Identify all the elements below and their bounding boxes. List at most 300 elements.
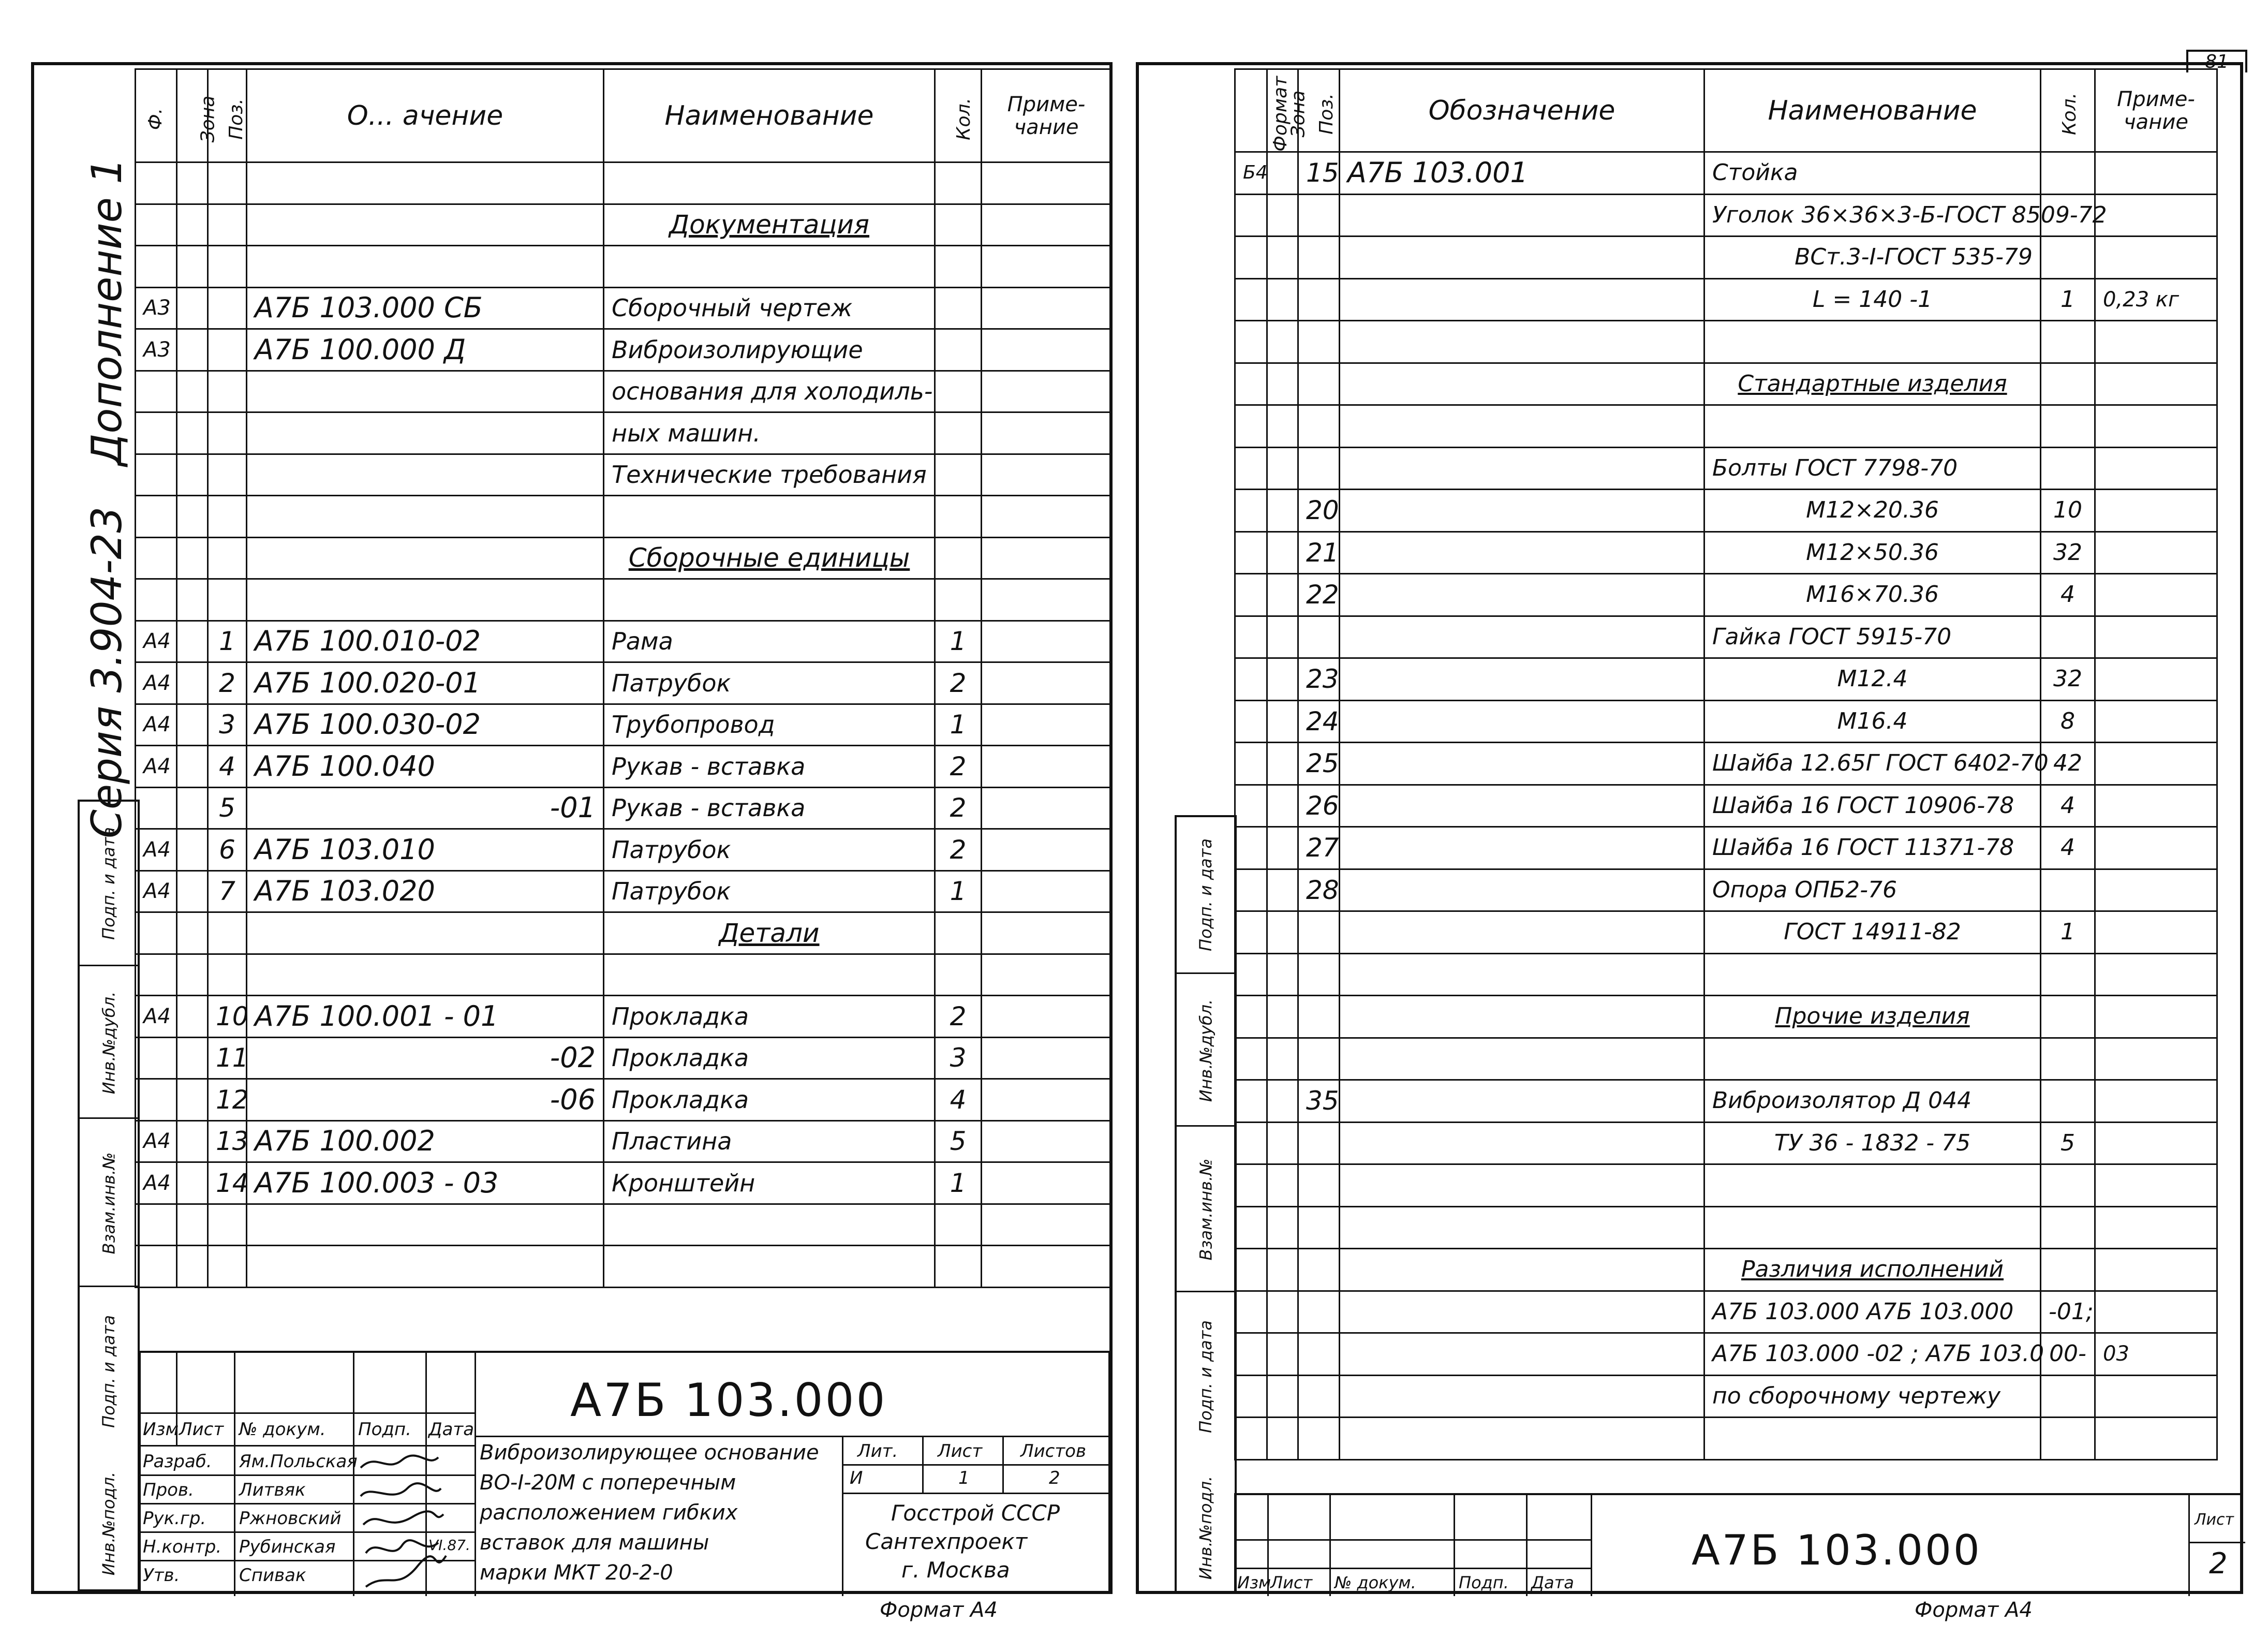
format-cell — [1235, 490, 1267, 532]
position-cell: 22 — [1298, 574, 1340, 616]
position-cell — [208, 204, 247, 246]
format-cell: А4 — [136, 621, 177, 662]
name-cell: Прокладка — [604, 996, 935, 1038]
left-table-row — [136, 1079, 1111, 1121]
zone-cell — [1267, 447, 1298, 490]
position-cell — [1298, 363, 1340, 405]
left-table-row — [136, 621, 1111, 662]
designation-cell — [1340, 996, 1704, 1038]
zone-cell — [177, 1120, 208, 1162]
designation-cell: А7Б 100.010-02 — [247, 621, 604, 662]
position-cell: 7 — [208, 870, 247, 912]
tb-role-utv: Утв. — [143, 1565, 180, 1586]
lit-label: Лит. — [857, 1441, 898, 1462]
right-table-row — [1235, 363, 2217, 405]
designation-cell — [1340, 1080, 1704, 1123]
quantity-cell — [935, 912, 982, 954]
tb-name-nkontr: Рубинская — [239, 1537, 336, 1557]
zone-cell — [177, 371, 208, 412]
zone-cell — [1267, 953, 1298, 996]
position-cell: 13 — [208, 1120, 247, 1162]
name-cell — [1704, 405, 2041, 448]
position-cell — [208, 454, 247, 496]
right-table-row — [1235, 194, 2217, 237]
position-cell — [208, 579, 247, 621]
designation-cell: А7Б 103.010 — [247, 829, 604, 871]
format-cell: А4 — [136, 870, 177, 912]
format-cell — [1235, 194, 1267, 237]
format-cell — [1235, 785, 1267, 827]
note-cell — [2095, 1206, 2217, 1249]
designation-cell — [247, 163, 604, 204]
name-cell: Различия исполнений — [1704, 1249, 2041, 1291]
note-cell — [982, 329, 1111, 371]
position-cell — [208, 163, 247, 204]
sheet-corner-number: 81 — [2186, 50, 2247, 72]
format-cell: А3 — [136, 329, 177, 371]
format-cell: А4 — [136, 996, 177, 1038]
format-cell — [136, 537, 177, 579]
quantity-cell: 1 — [935, 870, 982, 912]
title-line-2: ВО-I-20М с поперечным — [480, 1471, 736, 1495]
hdr-qty: Кол. — [953, 97, 975, 140]
right-table-row — [1235, 1164, 2217, 1207]
format-cell — [1235, 700, 1267, 743]
r-hdr-note: Приме-чание — [2095, 69, 2217, 152]
name-cell: Трубопровод — [604, 704, 935, 746]
format-cell: А4 — [136, 704, 177, 746]
position-cell: 10 — [208, 996, 247, 1038]
note-cell — [2095, 700, 2217, 743]
zone-cell — [1267, 1038, 1298, 1080]
position-cell: 26 — [1298, 785, 1340, 827]
quantity-cell — [935, 537, 982, 579]
name-cell — [1704, 321, 2041, 363]
r-side-stamp-inv-dubl: Инв.№дубл. — [1196, 999, 1215, 1102]
designation-cell: А7Б 103.001 — [1340, 152, 1704, 195]
name-cell: М16×70.36 — [1704, 574, 2041, 616]
quantity-cell — [2041, 152, 2095, 195]
zone-cell — [1267, 152, 1298, 195]
position-cell — [1298, 911, 1340, 954]
r-hdr-name: Наименование — [1704, 69, 2041, 152]
format-cell — [136, 371, 177, 412]
position-cell: 1 — [208, 621, 247, 662]
name-cell: М12.4 — [1704, 658, 2041, 701]
name-cell: Шайба 12.65Г ГОСТ 6402-70 — [1704, 743, 2041, 785]
note-cell — [2095, 490, 2217, 532]
format-cell — [136, 1246, 177, 1288]
name-cell: Шайба 16 ГОСТ 11371-78 — [1704, 827, 2041, 869]
designation-cell — [1340, 1291, 1704, 1333]
note-cell — [982, 1246, 1111, 1288]
name-cell — [604, 1204, 935, 1246]
format-cell — [1235, 278, 1267, 321]
designation-cell — [1340, 743, 1704, 785]
quantity-cell: 1 — [935, 1162, 982, 1204]
position-cell — [1298, 237, 1340, 279]
zone-cell — [1267, 616, 1298, 658]
side-stamp-podp-data-2: Подп. и дата — [99, 827, 119, 940]
designation-cell — [247, 204, 604, 246]
position-cell — [1298, 1333, 1340, 1376]
zone-cell — [177, 704, 208, 746]
left-table-row — [136, 870, 1111, 912]
left-title-block — [139, 1351, 1110, 1594]
left-table-row — [136, 662, 1111, 704]
r-side-stamp-vzam-inv: Взам.инв.№ — [1196, 1158, 1216, 1261]
addendum-label: Дополнение 1 — [83, 157, 131, 466]
name-cell: ВСт.3-I-ГОСТ 535-79 — [1704, 237, 2041, 279]
hdr-note: Приме-чание — [982, 69, 1111, 163]
right-table-row — [1235, 278, 2217, 321]
name-cell: Прокладка — [604, 1037, 935, 1079]
right-table-row — [1235, 743, 2217, 785]
name-cell: ных машин. — [604, 412, 935, 454]
note-cell — [2095, 1249, 2217, 1291]
quantity-cell: -01; — [2041, 1291, 2095, 1333]
left-table-row — [136, 371, 1111, 412]
note-cell — [2095, 953, 2217, 996]
quantity-cell: 4 — [2041, 785, 2095, 827]
name-cell: А7Б 103.000 -02 ; А7Б 103.0 — [1704, 1333, 2041, 1376]
zone-cell — [1267, 827, 1298, 869]
position-cell: 23 — [1298, 658, 1340, 701]
left-table-row — [136, 1037, 1111, 1079]
designation-cell — [247, 371, 604, 412]
position-cell — [208, 371, 247, 412]
zone-cell — [177, 912, 208, 954]
format-cell — [1235, 532, 1267, 574]
quantity-cell — [2041, 1375, 2095, 1418]
format-cell — [1235, 616, 1267, 658]
note-cell — [982, 496, 1111, 538]
format-cell — [136, 954, 177, 996]
position-cell — [1298, 1122, 1340, 1164]
zone-cell — [177, 954, 208, 996]
quantity-cell — [2041, 237, 2095, 279]
position-cell — [208, 496, 247, 538]
name-cell: по сборочному чертежу — [1704, 1375, 2041, 1418]
title-line-4: вставок для машины — [480, 1531, 709, 1555]
name-cell: Технические требования — [604, 454, 935, 496]
position-cell — [1298, 996, 1340, 1038]
position-cell: 2 — [208, 662, 247, 704]
name-cell: Сборочные единицы — [604, 537, 935, 579]
note-cell — [982, 537, 1111, 579]
note-cell — [2095, 574, 2217, 616]
quantity-cell — [2041, 616, 2095, 658]
designation-cell: А7Б 100.001 - 01 — [247, 996, 604, 1038]
name-cell — [1704, 1418, 2041, 1460]
right-table-row — [1235, 574, 2217, 616]
zone-cell — [1267, 1375, 1298, 1418]
right-table-row — [1235, 1291, 2217, 1333]
quantity-cell — [935, 163, 982, 204]
title-line-1: Виброизолирующее основание — [480, 1441, 819, 1465]
designation-cell — [1340, 194, 1704, 237]
format-cell — [1235, 1164, 1267, 1207]
format-cell — [1235, 1249, 1267, 1291]
note-cell — [2095, 237, 2217, 279]
sheet-label: Лист — [938, 1441, 983, 1462]
quantity-cell — [2041, 953, 2095, 996]
left-table-row — [136, 496, 1111, 538]
designation-cell — [247, 412, 604, 454]
right-doc-number: А7Б 103.000 — [1692, 1526, 1982, 1574]
designation-cell — [1340, 1206, 1704, 1249]
position-cell: 28 — [1298, 869, 1340, 911]
designation-cell — [247, 496, 604, 538]
format-cell — [1235, 321, 1267, 363]
quantity-cell — [2041, 405, 2095, 448]
position-cell: 27 — [1298, 827, 1340, 869]
note-cell — [2095, 827, 2217, 869]
name-cell: Патрубок — [604, 870, 935, 912]
left-table-row — [136, 1162, 1111, 1204]
left-table-row — [136, 329, 1111, 371]
r-hdr-pos: Поз. — [1315, 93, 1337, 135]
right-table-row — [1235, 996, 2217, 1038]
designation-cell — [1340, 953, 1704, 996]
format-cell — [1235, 1375, 1267, 1418]
quantity-cell: 4 — [2041, 574, 2095, 616]
note-cell — [2095, 996, 2217, 1038]
side-stamp-inv-dubl: Инв.№дубл. — [99, 991, 118, 1094]
org-line-3: г. Москва — [901, 1557, 1010, 1583]
quantity-cell: 1 — [935, 704, 982, 746]
right-table-row — [1235, 1418, 2217, 1460]
left-table-row — [136, 412, 1111, 454]
zone-cell — [1267, 743, 1298, 785]
quantity-cell — [935, 371, 982, 412]
quantity-cell — [935, 1246, 982, 1288]
note-cell — [982, 621, 1111, 662]
quantity-cell — [2041, 869, 2095, 911]
note-cell: 0,23 кг — [2095, 278, 2217, 321]
zone-cell — [1267, 1122, 1298, 1164]
designation-cell — [1340, 447, 1704, 490]
note-cell — [2095, 1164, 2217, 1207]
zone-cell — [177, 579, 208, 621]
quantity-cell: 2 — [935, 746, 982, 788]
r-tb-hdr-sign: Подп. — [1459, 1573, 1509, 1592]
designation-cell: -01 — [247, 787, 604, 829]
zone-cell — [177, 662, 208, 704]
zone-cell — [177, 1079, 208, 1121]
name-cell: ГОСТ 14911-82 — [1704, 911, 2041, 954]
quantity-cell — [2041, 1418, 2095, 1460]
left-table-row — [136, 829, 1111, 871]
left-table-row — [136, 204, 1111, 246]
tb-hdr-izm: Изм — [143, 1419, 179, 1440]
name-cell: Рукав - вставка — [604, 746, 935, 788]
format-cell — [1235, 658, 1267, 701]
position-cell: 5 — [208, 787, 247, 829]
note-cell — [982, 163, 1111, 204]
zone-cell — [1267, 869, 1298, 911]
quantity-cell — [935, 287, 982, 329]
designation-cell: А7Б 100.040 — [247, 746, 604, 788]
left-specification-table — [135, 68, 1112, 1288]
left-table-row — [136, 912, 1111, 954]
name-cell: А7Б 103.000 А7Б 103.000 — [1704, 1291, 2041, 1333]
note-cell — [982, 412, 1111, 454]
position-cell — [208, 537, 247, 579]
note-cell — [982, 1120, 1111, 1162]
right-format-label: Формат А4 — [1915, 1598, 2033, 1622]
left-table-row — [136, 537, 1111, 579]
position-cell — [208, 912, 247, 954]
r-hdr-zone: Зона — [1287, 90, 1309, 137]
tb-role-nkontr: Н.контр. — [143, 1537, 222, 1557]
left-table-row — [136, 287, 1111, 329]
note-cell — [982, 829, 1111, 871]
position-cell — [1298, 1418, 1340, 1460]
position-cell — [1298, 194, 1340, 237]
hdr-name: Наименование — [604, 69, 935, 163]
side-stamp-podp-data: Подп. и дата — [99, 1315, 119, 1428]
note-cell — [982, 246, 1111, 288]
quantity-cell — [935, 412, 982, 454]
side-stamp-inv-podl: Инв.№подл. — [99, 1471, 119, 1576]
position-cell: 6 — [208, 829, 247, 871]
designation-cell — [1340, 532, 1704, 574]
name-cell — [1704, 1038, 2041, 1080]
format-cell — [1235, 1291, 1267, 1333]
zone-cell — [1267, 785, 1298, 827]
position-cell — [1298, 321, 1340, 363]
note-cell — [2095, 1418, 2217, 1460]
zone-cell — [177, 454, 208, 496]
quantity-cell — [2041, 321, 2095, 363]
right-table-row — [1235, 321, 2217, 363]
zone-cell — [1267, 700, 1298, 743]
name-cell: Детали — [604, 912, 935, 954]
right-specification-table — [1234, 68, 2218, 1460]
designation-cell: -06 — [247, 1079, 604, 1121]
designation-cell — [247, 537, 604, 579]
zone-cell — [177, 163, 208, 204]
zone-cell — [1267, 321, 1298, 363]
name-cell: М12×20.36 — [1704, 490, 2041, 532]
right-table-row — [1235, 700, 2217, 743]
r-side-stamp-podp-data-2: Подп. и дата — [1196, 838, 1216, 951]
right-table-row — [1235, 658, 2217, 701]
format-cell: А4 — [136, 829, 177, 871]
note-cell — [982, 662, 1111, 704]
quantity-cell: 1 — [935, 621, 982, 662]
format-cell — [136, 412, 177, 454]
position-cell: 4 — [208, 746, 247, 788]
name-cell: ТУ 36 - 1832 - 75 — [1704, 1122, 2041, 1164]
name-cell: Сборочный чертеж — [604, 287, 935, 329]
position-cell — [1298, 405, 1340, 448]
format-cell — [1235, 1333, 1267, 1376]
quantity-cell: 2 — [935, 662, 982, 704]
zone-cell — [1267, 1206, 1298, 1249]
note-cell — [982, 912, 1111, 954]
right-table-row — [1235, 827, 2217, 869]
zone-cell — [177, 1246, 208, 1288]
format-cell — [136, 204, 177, 246]
name-cell: Кронштейн — [604, 1162, 935, 1204]
name-cell — [604, 246, 935, 288]
quantity-cell: 8 — [2041, 700, 2095, 743]
title-line-3: расположением гибких — [480, 1501, 738, 1525]
sheet-value: 1 — [958, 1468, 970, 1488]
r-sheet-value: 2 — [2209, 1547, 2228, 1581]
position-cell — [1298, 1164, 1340, 1207]
note-cell — [982, 746, 1111, 788]
designation-cell — [1340, 278, 1704, 321]
designation-cell — [1340, 1375, 1704, 1418]
designation-cell — [247, 1246, 604, 1288]
designation-cell: А7Б 103.020 — [247, 870, 604, 912]
zone-cell — [177, 1162, 208, 1204]
note-cell — [2095, 1038, 2217, 1080]
right-table-row — [1235, 447, 2217, 490]
zone-cell — [177, 996, 208, 1038]
quantity-cell — [2041, 1080, 2095, 1123]
position-cell — [208, 1204, 247, 1246]
quantity-cell: 1 — [2041, 911, 2095, 954]
quantity-cell: 10 — [2041, 490, 2095, 532]
position-cell — [1298, 953, 1340, 996]
format-cell — [1235, 405, 1267, 448]
name-cell: Шайба 16 ГОСТ 10906-78 — [1704, 785, 2041, 827]
designation-cell — [1340, 1038, 1704, 1080]
tb-name-utv: Спивак — [239, 1565, 306, 1586]
zone-cell — [177, 537, 208, 579]
designation-cell — [247, 246, 604, 288]
zone-cell — [177, 1204, 208, 1246]
format-cell — [1235, 827, 1267, 869]
zone-cell — [177, 870, 208, 912]
right-table-row — [1235, 152, 2217, 195]
format-cell — [1235, 996, 1267, 1038]
position-cell — [1298, 1206, 1340, 1249]
zone-cell — [177, 204, 208, 246]
designation-cell: А7Б 100.000 Д — [247, 329, 604, 371]
designation-cell — [1340, 321, 1704, 363]
quantity-cell: 5 — [935, 1120, 982, 1162]
right-table-row — [1235, 405, 2217, 448]
format-cell — [1235, 953, 1267, 996]
right-table-row — [1235, 869, 2217, 911]
designation-cell: -02 — [247, 1037, 604, 1079]
left-table-row — [136, 704, 1111, 746]
name-cell: М12×50.36 — [1704, 532, 2041, 574]
tb-hdr-sign: Подп. — [358, 1419, 411, 1440]
left-format-label: Формат А4 — [880, 1598, 998, 1622]
name-cell: Пластина — [604, 1120, 935, 1162]
format-cell — [136, 1204, 177, 1246]
name-cell: L = 140 -1 — [1704, 278, 2041, 321]
quantity-cell: 5 — [2041, 1122, 2095, 1164]
position-cell — [1298, 1038, 1340, 1080]
position-cell — [1298, 447, 1340, 490]
zone-cell — [177, 246, 208, 288]
r-side-stamp-podp-data: Подп. и дата — [1196, 1320, 1216, 1433]
name-cell: Виброизолирующие — [604, 329, 935, 371]
name-cell: Стандартные изделия — [1704, 363, 2041, 405]
note-cell — [982, 579, 1111, 621]
position-cell — [1298, 616, 1340, 658]
note-cell — [2095, 658, 2217, 701]
zone-cell — [177, 829, 208, 871]
name-cell: Патрубок — [604, 829, 935, 871]
